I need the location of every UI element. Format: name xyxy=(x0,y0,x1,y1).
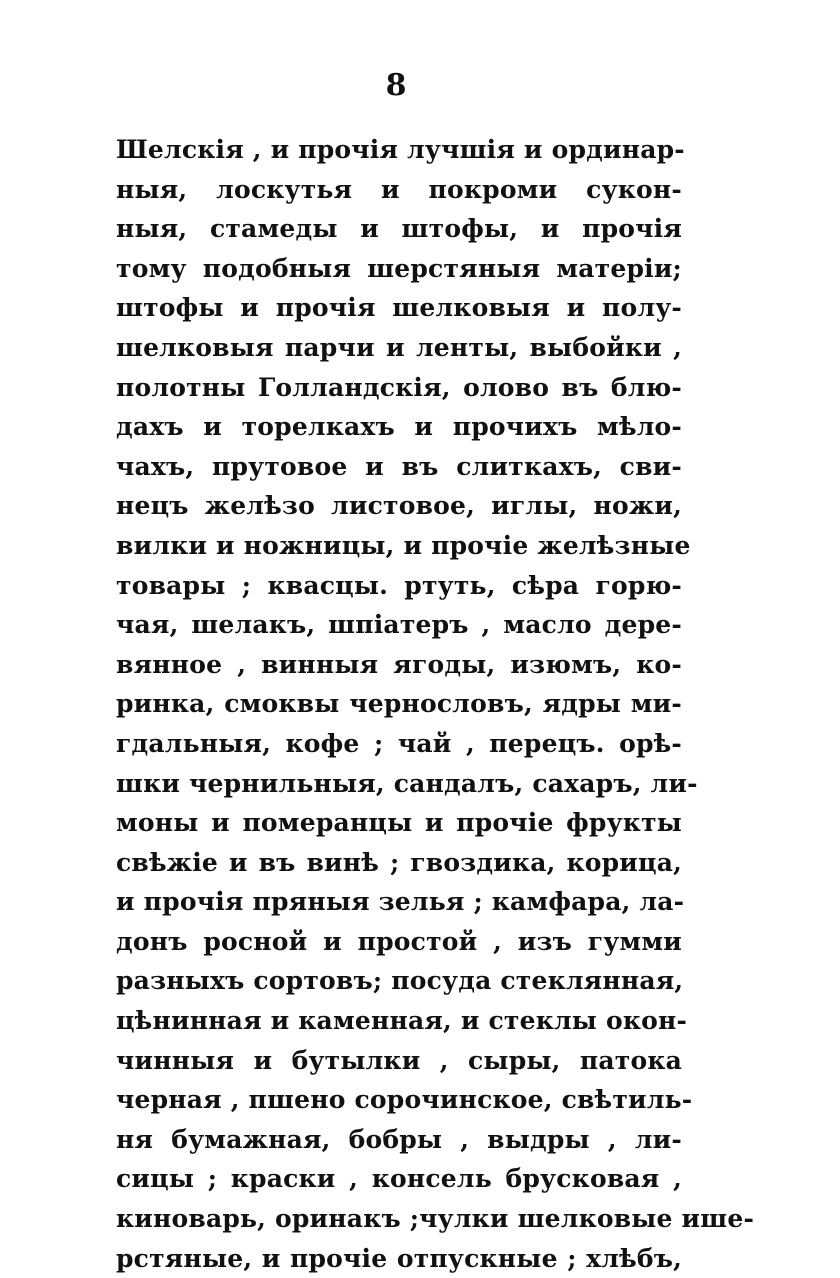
text-line: разныхъ сортовъ; посуда стеклянная, xyxy=(116,966,684,996)
text-line: донъ росной и простой , изъ гумми xyxy=(116,926,682,956)
text-line: штофы и прочія шелковыя и полу- xyxy=(116,293,682,323)
text-line: чинныя и бутылки , сыры, патока xyxy=(116,1045,682,1075)
text-line: чахъ, прутовое и въ слиткахъ, сви- xyxy=(116,451,682,481)
text-line: ныя, стамеды и штофы, и прочія xyxy=(116,214,682,244)
text-line: чая, шелакъ, шпіатеръ , масло дере- xyxy=(116,610,682,640)
text-line: тому подобныя шерстяныя матеріи; xyxy=(116,253,682,283)
text-line: вилки и ножницы, и прочіе желѣзные xyxy=(116,530,691,560)
text-line: ныя, лоскутья и покроми сукон- xyxy=(116,174,682,204)
text-line: моны и померанцы и прочіе фрукты xyxy=(116,808,682,838)
text-line: черная , пшено сорочинское, свѣтиль- xyxy=(116,1085,693,1115)
page-number: 8 xyxy=(385,68,407,103)
text-line: ринка, смоквы чернословъ, ядры ми- xyxy=(116,689,682,719)
text-line: цѣнинная и каменная, и стеклы окон- xyxy=(116,1006,688,1036)
text-line: полотны Голландскія, олово въ блю- xyxy=(116,372,682,402)
text-line: гдальныя, кофе ; чай , перецъ. орѣ- xyxy=(116,728,682,758)
text-line: и прочія пряныя зелья ; камфара, ла- xyxy=(116,887,685,917)
body-text xyxy=(116,130,755,1278)
text-line: Шелскія , и прочія лучшія и ординар- xyxy=(116,135,685,164)
text-line: шки чернильныя, сандалъ, сахаръ, ли- xyxy=(116,768,698,798)
text-line: нецъ желѣзо листовое, иглы, ножи, xyxy=(116,491,682,521)
text-line: свѣжіе и въ винѣ ; гвоздика, корица, xyxy=(116,847,682,877)
text-line: дахъ и торелкахъ и прочихъ мѣло- xyxy=(116,412,682,442)
text-line: сицы ; краски , консель брусковая , xyxy=(116,1164,682,1194)
text-line: киноварь, оринакъ ;чулки шелковые ише- xyxy=(116,1204,755,1234)
text-line: ня бумажная, бобры , выдры , ли- xyxy=(116,1124,682,1154)
text-line: вянное , винныя ягоды, изюмъ, ко- xyxy=(116,649,682,679)
text-line: товары ; квасцы. ртуть, сѣра горю- xyxy=(116,570,682,600)
text-line: шелковыя парчи и ленты, выбойки , xyxy=(116,332,682,362)
text-line: рстяные, и прочіе отпускные ; хлѣбъ, xyxy=(116,1243,682,1273)
